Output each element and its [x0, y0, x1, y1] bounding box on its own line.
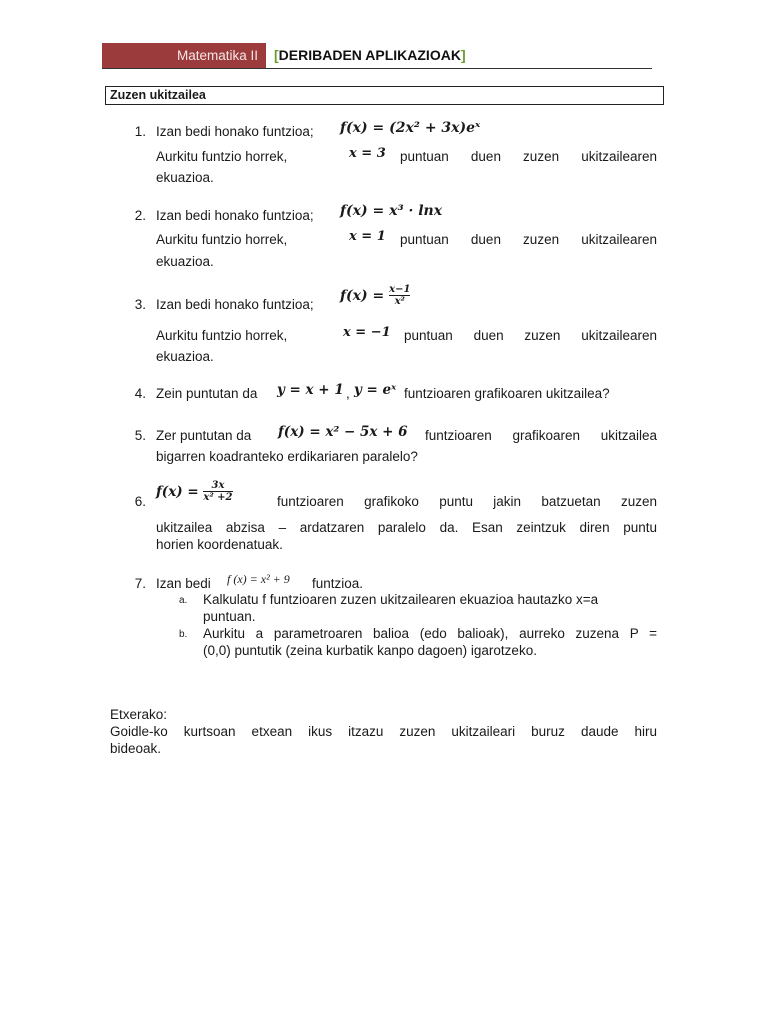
- header-title: [274, 47, 466, 63]
- item-6-number: 6.: [134, 494, 146, 509]
- item-3-find-c: ekuazioa.: [156, 349, 214, 364]
- item-7-function: f (x) = x² + 9: [227, 572, 290, 586]
- item-5-text-b: funtzioaren grafikoaren ukitzailea: [425, 428, 657, 443]
- bracket-close: ]: [460, 47, 466, 63]
- item-3-denominator: x²: [394, 296, 405, 307]
- item-3-find-b: puntuan duen zuzen ukitzailearen: [404, 328, 657, 343]
- item-1-number: 1.: [134, 124, 146, 139]
- item-2-number: 2.: [134, 208, 146, 223]
- item-2-find-b: puntuan duen zuzen ukitzailearen: [400, 232, 657, 247]
- header-subject: Matematika II: [102, 43, 266, 69]
- bracket-open: [: [274, 47, 279, 63]
- item-2-intro: Izan bedi honako funtzioa;: [156, 208, 314, 223]
- item-6-numerator: 3x: [211, 480, 225, 491]
- homework-heading: Etxerako:: [110, 707, 168, 722]
- item-1-find-b: puntuan duen zuzen ukitzailearen: [400, 149, 657, 164]
- item-7-intro: Izan bedi: [156, 576, 211, 591]
- item-4-number: 4.: [134, 386, 146, 401]
- item-6-text-c: horien koordenatuak.: [156, 537, 283, 552]
- item-6-text-a: funtzioaren grafikoko puntu jakin batzuetan zuzen: [277, 494, 657, 509]
- item-7-outro: funtzioa.: [312, 576, 364, 591]
- homework-line2: bideoak.: [110, 741, 162, 756]
- item-6-func-lhs: f(x) =: [156, 483, 199, 500]
- item-6-text-b: ukitzailea abzisa – ardatzaren paralelo da. Esan zeintzuk diren puntu: [156, 520, 657, 535]
- item-2-find-a: Aurkitu funtzio horrek,: [156, 232, 288, 247]
- item-4-function-a: y = x + 1: [277, 382, 344, 398]
- item-2-function: f(x) = x³ · lnx: [340, 203, 443, 219]
- item-3-number: 3.: [134, 297, 146, 312]
- item-3-numerator: x−1: [389, 284, 411, 295]
- item-4-separator: ,: [346, 386, 350, 401]
- item-3-intro: Izan bedi honako funtzioa;: [156, 297, 314, 312]
- item-4-text-b: funtzioaren grafikoaren ukitzailea?: [404, 386, 610, 401]
- item-5-number: 5.: [134, 428, 146, 443]
- item-3-func-lhs: f(x) =: [340, 287, 385, 304]
- item-4-text-a: Zein puntutan da: [156, 386, 258, 401]
- item-4-function-b: y = eˣ: [354, 382, 397, 398]
- item-6-function: [156, 480, 233, 503]
- item-6-denominator: x² +2: [203, 492, 233, 503]
- section-title: Zuzen ukitzailea: [105, 86, 664, 105]
- item-7b-line2: (0,0) puntutik (zeina kurbatik kanpo dagoen) igarotzeko.: [203, 643, 537, 658]
- item-3-function: [340, 284, 410, 307]
- item-2-find-c: ekuazioa.: [156, 254, 214, 269]
- item-3-point: x = −1: [343, 325, 391, 340]
- item-7-number: 7.: [134, 576, 146, 591]
- item-7a-line2: puntuan.: [203, 609, 256, 624]
- item-5-text-a: Zer puntutan da: [156, 428, 252, 443]
- homework-line1: Goidle-ko kurtsoan etxean ikus itzazu zuzen ukitzaileari buruz daude hiru: [110, 724, 657, 739]
- item-1-point: x = 3: [349, 146, 386, 161]
- item-1-intro: Izan bedi honako funtzioa;: [156, 124, 314, 139]
- item-7a-label: a.: [179, 595, 188, 606]
- item-7b-label: b.: [179, 629, 188, 640]
- header-title-text: DERIBADEN APLIKAZIOAK: [278, 47, 461, 63]
- item-7b-line1: Aurkitu a parametroaren balioa (edo balioak), aurreko zuzena P =: [203, 626, 657, 641]
- item-5-function: f(x) = x² − 5x + 6: [278, 424, 408, 440]
- item-5-text-c: bigarren koadranteko erdikariaren paralelo?: [156, 449, 418, 464]
- header-divider: [102, 68, 652, 69]
- item-3-fraction: [389, 284, 410, 307]
- item-3-find-a: Aurkitu funtzio horrek,: [156, 328, 288, 343]
- item-7a-line1: Kalkulatu f funtzioaren zuzen ukitzailearen ekuazioa hautazko x=a: [203, 592, 599, 607]
- item-1-find-c: ekuazioa.: [156, 170, 214, 185]
- item-2-point: x = 1: [349, 229, 386, 244]
- item-1-find-a: Aurkitu funtzio horrek,: [156, 149, 288, 164]
- item-6-fraction: [203, 480, 232, 503]
- item-1-function: f(x) = (2x² + 3x)eˣ: [340, 120, 481, 136]
